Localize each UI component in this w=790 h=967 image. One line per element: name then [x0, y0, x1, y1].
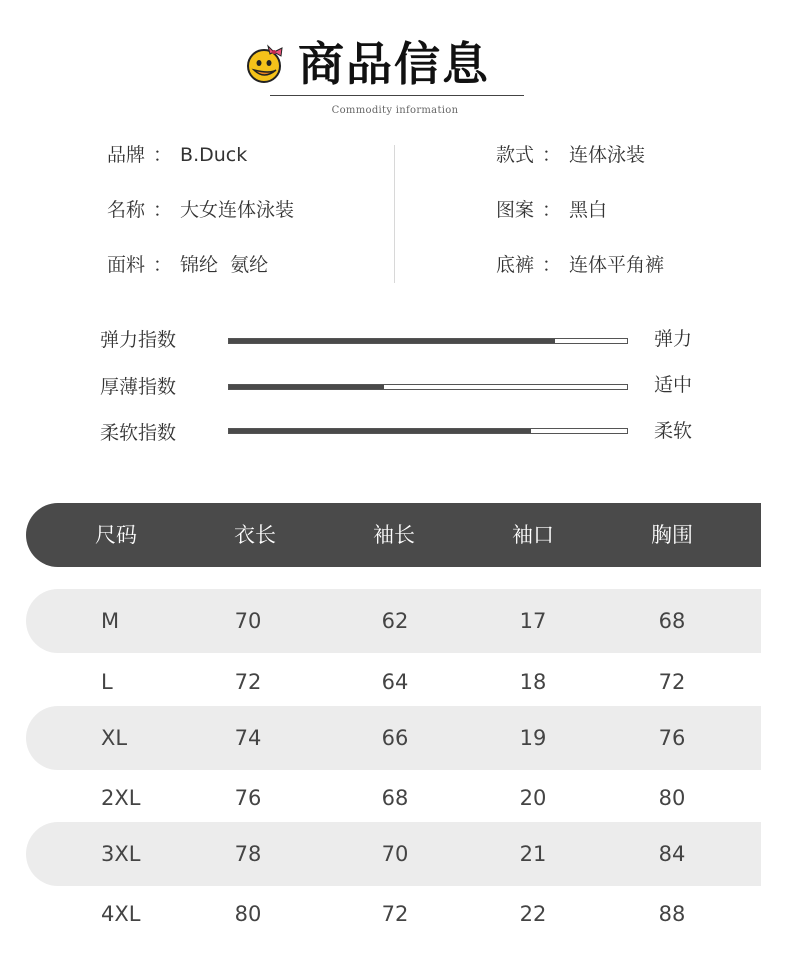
- elasticity-index-value: 弹力: [654, 328, 693, 350]
- table-row: L 72 64 18 72: [101, 670, 686, 694]
- softness-index-bar: [228, 428, 628, 434]
- header-cuff: 袖口: [512, 523, 554, 547]
- thickness-index-value: 适中: [654, 374, 693, 396]
- elasticity-index-label: 弹力指数: [100, 329, 177, 351]
- softness-index-value: 柔软: [654, 420, 693, 442]
- info-pattern: 图案 ： 黑白: [496, 199, 608, 221]
- elasticity-index-bar: [228, 338, 628, 344]
- info-brand: 品牌 ： B.Duck: [107, 144, 248, 166]
- product-info-header: [0, 0, 790, 130]
- header-size: 尺码: [95, 523, 137, 547]
- softness-index-fill: [229, 429, 531, 433]
- thickness-index-fill: [229, 385, 384, 389]
- table-row: 2XL 76 68 20 80: [101, 786, 686, 810]
- info-bottoms: 底裤 ： 连体平角裤: [496, 254, 665, 276]
- table-row: 3XL 78 70 21 84: [26, 822, 761, 886]
- size-table-header: [26, 503, 761, 567]
- table-row: XL 74 66 19 76: [26, 706, 761, 770]
- info-fabric: 面料 ： 锦纶 氨纶: [107, 254, 269, 276]
- info-name: 名称 ： 大女连体泳装: [107, 199, 295, 221]
- header-sleeve-length: 袖长: [373, 523, 415, 547]
- thickness-index-label: 厚薄指数: [100, 376, 177, 398]
- table-row: M 70 62 17 68: [26, 589, 761, 653]
- duck-icon: [244, 44, 288, 84]
- header-bust: 胸围: [651, 523, 693, 547]
- page-subtitle: Commodity information: [331, 105, 459, 116]
- page-title: 商品信息: [298, 37, 490, 91]
- info-style: 款式 ： 连体泳装: [496, 144, 646, 166]
- header-length: 衣长: [234, 523, 276, 547]
- table-row: 4XL 80 72 22 88: [101, 902, 686, 926]
- elasticity-index-fill: [229, 339, 555, 343]
- thickness-index-bar: [228, 384, 628, 390]
- softness-index-label: 柔软指数: [100, 422, 177, 444]
- title-underline: [270, 95, 524, 96]
- info-divider: [394, 145, 395, 283]
